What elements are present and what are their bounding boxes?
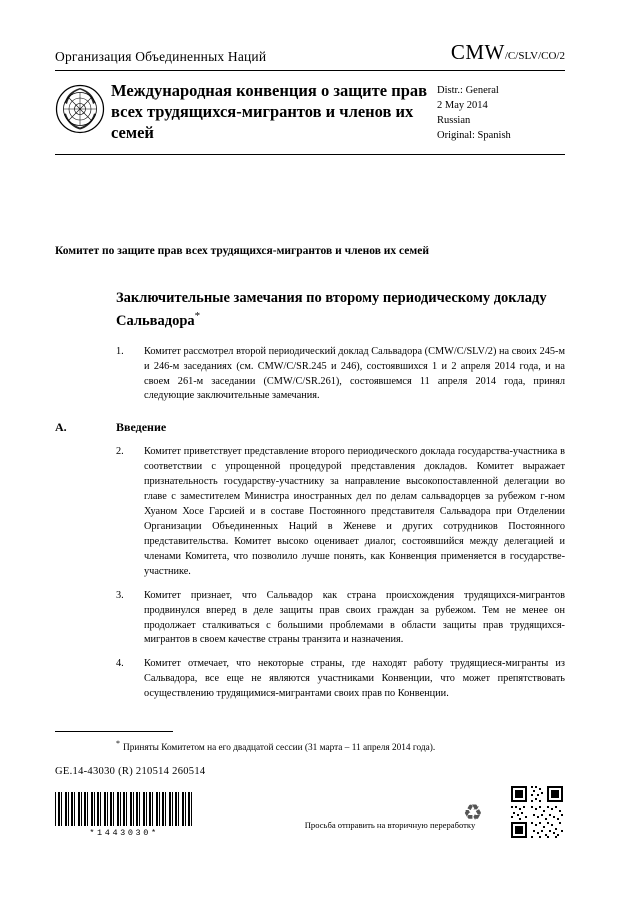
paragraph-4-number: 4. xyxy=(116,658,124,670)
footnote-divider xyxy=(55,731,173,732)
document-symbol-suffix: /C/SLV/CO/2 xyxy=(504,50,565,62)
masthead-body xyxy=(55,71,565,144)
paragraph-4-text: Комитет отмечает, что некоторые страны, где находят работу трудящиеся-мигранты из Сальвадора, все еще не являются участниками Конвенции, что может препятствовать осуществлению трудящимися-мигрантами своих прав по Конвенции. xyxy=(144,658,565,700)
paragraph-1-text: Комитет рассмотрел второй периодический доклад Сальвадора (CMW/C/SLV/2) на своих 245-м и 246-м заседаниях (см. CMW/C/SR.245 и 246), состоявшихся 1 и 2 апреля 2014 года, и на своем 261-м заседании (CMW/C/SR.261), состоявшемся 11 апреля 2014 года, принял следующие заключительные замечания. xyxy=(144,345,565,402)
page-title-text: Заключительные замечания по второму периодическому докладу Сальвадора xyxy=(116,290,547,329)
page-title xyxy=(116,289,565,330)
distr-line-4: Original: Spanish xyxy=(437,129,511,141)
recycle-icon: ♻ xyxy=(463,800,483,825)
paragraph-3-text: Комитет признает, что Сальвадор как страна происхождения трудящихся-мигрантов продвинулся вперед в деле защиты прав своих граждан за рубежом. Тем не менее он продолжает сталкиваться с большими проблемами в области защиты прав трудящихся-мигрантов в своем качестве страны транзита и назначения. xyxy=(144,589,565,646)
recycle-note: Просьба отправить на вторичную переработку xyxy=(304,820,476,830)
section-a-title: Введение xyxy=(116,420,167,435)
paragraph-2 xyxy=(116,445,565,579)
section-a-letter: A. xyxy=(55,420,67,435)
document-symbol xyxy=(451,40,565,65)
paragraph-1 xyxy=(116,345,565,405)
document-sheet xyxy=(55,40,565,711)
document-symbol-main: CMW xyxy=(450,40,505,64)
distribution-info xyxy=(437,80,565,144)
organization-name: Организация Объединенных Наций xyxy=(55,49,267,64)
barcode xyxy=(55,792,193,838)
paragraph-1-number: 1. xyxy=(116,345,124,357)
un-emblem xyxy=(55,80,109,134)
document-body xyxy=(55,289,565,702)
distr-line-1: Distr.: General xyxy=(437,85,499,96)
footnote-area xyxy=(55,731,565,755)
barcode-bars xyxy=(55,792,193,826)
footnote-text: Приняты Комитетом на его двадцатой сессии (31 марта – 11 апреля 2014 года). xyxy=(123,743,436,754)
masthead-divider-bottom xyxy=(55,154,565,155)
barcode-text: *1443030* xyxy=(89,828,159,838)
committee-heading: Комитет по защите прав всех трудящихся-мигрантов и членов их семей xyxy=(55,244,429,257)
paragraph-3 xyxy=(116,589,565,649)
footnote-marker: * xyxy=(116,739,120,748)
footer-lower xyxy=(55,784,565,846)
section-heading-a xyxy=(55,420,565,435)
convention-title: Международная конвенция о защите прав всех трудящихся-мигрантов и членов их семей xyxy=(111,81,428,143)
distr-line-3: Russian xyxy=(437,114,471,126)
title-footnote-marker: * xyxy=(194,309,201,322)
job-number: GE.14-43030 (R) 210514 260514 xyxy=(55,766,206,777)
paragraph-4 xyxy=(116,657,565,702)
paragraph-3-number: 3. xyxy=(116,589,124,601)
footnote xyxy=(55,738,565,755)
page-footer xyxy=(55,766,565,846)
paragraph-2-text: Комитет приветствует представление второго периодического доклада государства-участника в соответствии с упрощенной процедурой представления докладов. Комитет выражает признательность государству-участнику за направление высокопоставленной делегации во главе с заместителем Министра иностранных дел по делам сальвадорцев за рубежом г-ном Хуаном Хосе Гарсией и в составе Постоянного представителя Сальвадора при Отделении Организации Объединенных Наций в Женеве и других сотрудников Постоянного представительства. Комитет высоко оценивает диалог, состоявшийся между делегацией и членами Комитета, что позволило лучше понять, как Конвенция применяется в государстве-участнике. xyxy=(144,446,565,577)
distr-line-2: 2 May 2014 xyxy=(437,99,488,111)
qr-code xyxy=(509,784,565,840)
paragraph-2-number: 2. xyxy=(116,446,124,458)
masthead-top xyxy=(55,40,565,68)
